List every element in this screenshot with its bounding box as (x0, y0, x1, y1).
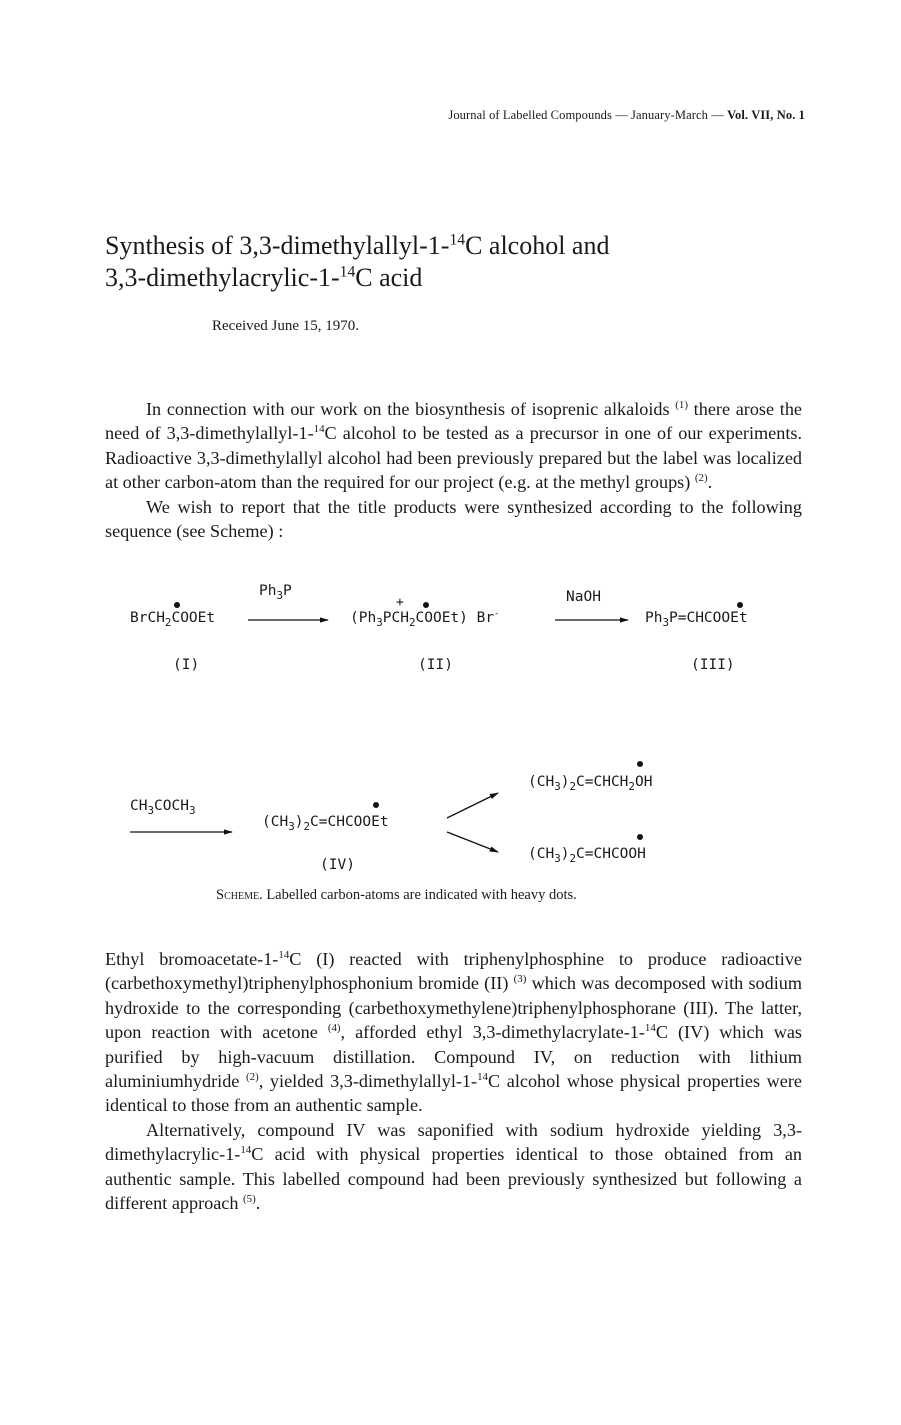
caption-label: Scheme. (216, 887, 263, 903)
reagent-acetone: $CH_3COCH_3$ (130, 798, 196, 817)
journal-name: Journal of Labelled Compounds — January-March — (448, 108, 724, 122)
reagent-triphenylphosphine: $Ph_3P$ (259, 583, 292, 602)
product-acid: $(CH_3)_2C=CHCOOH$ (528, 846, 646, 865)
label-IV: (IV) (320, 857, 355, 873)
scheme-caption (216, 887, 577, 904)
body-paragraph-2: Alternatively, compound IV was saponified with sodium hydroxide yielding 3,3-dimethylacrylic-1-$^{14}$C acid with physical properties identical to those obtained from an authentic sample. This labelled compound had been previously synthesized but following a different approach $^{(5)}$. (105, 1119, 802, 1214)
compound-I: BrCH$_2$COOEt (130, 610, 216, 629)
intro-paragraph-1: In connection with our work on the biosynthesis of isoprenic alkaloids $^{(1)}$ there arose the need of 3,3-dimethylallyl-1-$^{14}$C alcohol to be tested as a precursor in one of our experiments. Radioactive 3,3-dimethylallyl alcohol had been previously prepared but the label was localized at other carbon-atom than the required for our project (e.g. at the methyl groups) $^{(2)}$. (105, 398, 802, 493)
compound-IV: $(CH_3)_2C=CHCOOEt$ (262, 814, 389, 833)
intro-paragraph-2: We wish to report that the title products were synthesized according to the following sequence (see Scheme) : (105, 496, 802, 542)
received-date: Received June 15, 1970. (212, 318, 360, 334)
branch-arrow-down (447, 832, 498, 852)
label-dot (737, 602, 743, 608)
label-III: (III) (691, 657, 735, 673)
label-II: (II) (418, 657, 453, 673)
label-dot (423, 602, 429, 608)
label-I: (I) (173, 657, 200, 673)
body-text (105, 947, 802, 1215)
label-dot (637, 834, 643, 840)
compound-II: $(Ph_3PCH_2COOEt)$ Br- (350, 609, 500, 629)
label-dot (637, 761, 643, 767)
compound-III: $Ph_3P=CHCOOEt$ (645, 610, 748, 629)
label-dot (174, 602, 180, 608)
branch-arrow-up (447, 793, 498, 818)
positive-charge: + (396, 595, 404, 610)
body-paragraph-1: Ethyl bromoacetate-1-$^{14}$C (I) reacted with triphenylphosphine to produce radioactive (carbethoxymethyl)triphenylphosphonium bromide (II) $^{(3)}$ which was decomposed with sodium hydroxide to the corresponding (carbethoxymethylene)triphenylphosphorane (III). The latter, upon reaction with acetone $^{(4)}$, afforded ethyl 3,3-dimethylacrylate-1-$^{14}$C (IV) which was purified by high-vacuum distillation. Compound IV, on reduction with lithium aluminiumhydride $^{(2)}$, yielded 3,3-dimethylallyl-1-$^{14}$C alcohol whose physical properties were identical to those from an authentic sample. (105, 948, 803, 1116)
reagent-naoh: NaOH (566, 589, 601, 605)
article-title-line2: 3,3-dimethylacrylic-1-$^{14}$C acid (105, 263, 423, 292)
journal-volume: Vol. VII, No. 1 (727, 108, 805, 122)
product-alcohol: $(CH_3)_2C=CHCH_2OH$ (528, 774, 653, 793)
caption-text: Labelled carbon-atoms are indicated with heavy dots. (262, 887, 577, 903)
label-dot (373, 802, 379, 808)
article-title-line1: Synthesis of 3,3-dimethylallyl-1-$^{14}$C alcohol and (105, 231, 610, 260)
